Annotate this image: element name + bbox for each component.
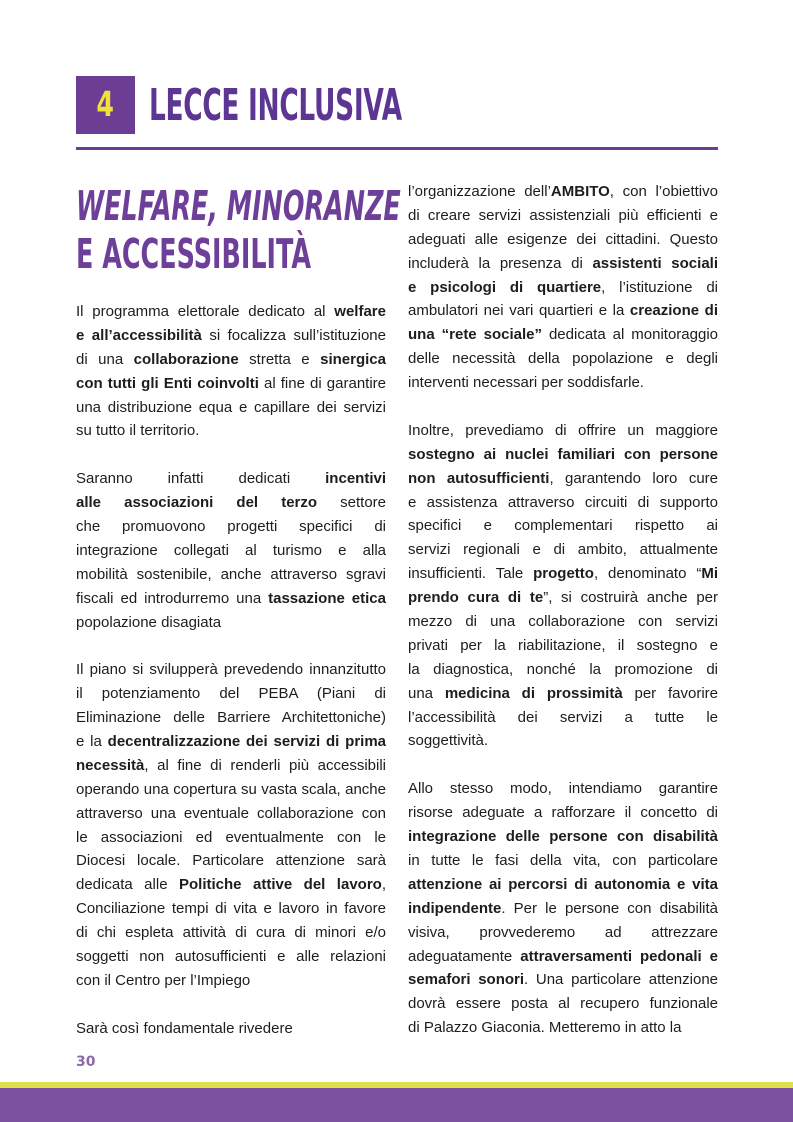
text-line xyxy=(76,324,386,348)
text-line xyxy=(76,849,386,873)
paragraph-gap xyxy=(76,443,386,467)
bold-text: Politiche attive del lavoro xyxy=(179,876,382,894)
text: ambulatori nei vari quartieri e la xyxy=(408,302,630,320)
text-line xyxy=(408,825,718,849)
text: includerà la presenza di xyxy=(408,254,593,272)
text-line xyxy=(408,299,718,323)
text: soggetti non autosufficienti e alle relazioni xyxy=(76,948,386,966)
text-line xyxy=(408,610,718,634)
text: , denominato “ xyxy=(593,565,702,583)
text: . Una particolare attenzione xyxy=(524,971,719,989)
text-line xyxy=(76,563,386,587)
text-line xyxy=(408,323,718,347)
text: che promuovono progetti specifici di xyxy=(76,518,386,536)
text: , l’istituzione di xyxy=(601,278,719,296)
text: attraverso una eventuale collaborazione con xyxy=(76,804,386,822)
text: si focalizza sull’istituzione xyxy=(201,326,386,344)
bold-text: incentivi xyxy=(325,470,386,488)
text-line xyxy=(408,801,718,825)
section-title-line-1: WELFARE, MINORANZE xyxy=(76,182,401,230)
bold-text: collaborazione xyxy=(133,350,239,368)
text-line xyxy=(408,945,718,969)
bold-text: tassazione etica xyxy=(268,589,386,607)
text: interventi necessari per soddisfarle. xyxy=(408,374,644,392)
paragraph-gap xyxy=(76,993,386,1017)
text: di chi espleta attività di cura di minori e/o xyxy=(76,924,386,942)
text: e assistenza attraverso circuiti di supporto xyxy=(408,493,718,511)
text-line xyxy=(76,396,386,420)
bold-text: medicina di prossimità xyxy=(444,684,623,702)
text-line xyxy=(408,921,718,945)
bold-text: semafori sonori xyxy=(408,971,525,989)
text-line xyxy=(408,729,718,753)
text-line xyxy=(76,897,386,921)
text-line xyxy=(408,443,718,467)
text-line xyxy=(408,658,718,682)
text: Sarà così fondamentale rivedere xyxy=(76,1019,293,1037)
text: e la xyxy=(76,733,108,751)
text: Conciliazione tempi di vita e lavoro in favore xyxy=(76,900,386,918)
text: visiva, provvederemo ad attrezzare xyxy=(408,923,718,941)
text-line xyxy=(76,1017,386,1041)
text: dedicata alle xyxy=(76,876,180,894)
bold-text: e all’accessibilità xyxy=(76,326,202,344)
bold-text: decentralizzazione dei servizi di prima xyxy=(107,733,386,751)
text: in tutte le fasi della vita, con particolare xyxy=(408,851,718,869)
bold-text: con tutti gli Enti coinvolti xyxy=(76,374,259,392)
text: al fine di garantire xyxy=(258,374,386,392)
text: popolazione disagiata xyxy=(76,613,222,631)
text-line xyxy=(76,754,386,778)
bold-text: attraversamenti pedonali e xyxy=(520,947,719,965)
bold-text: non autosufficienti xyxy=(408,469,550,487)
text: adeguati alle esigenze dei cittadini. Questo xyxy=(408,230,718,248)
text: su tutto il territorio. xyxy=(76,422,200,440)
text: privati per la riabilitazione, il sostegno e xyxy=(408,636,718,654)
text-line xyxy=(408,777,718,801)
text-line xyxy=(408,682,718,706)
text: ”, si costruirà anche per xyxy=(543,589,718,607)
text: Inoltre, prevediamo di offrire un maggiore xyxy=(408,421,718,439)
text: . Per le persone con disabilità xyxy=(501,899,718,917)
text-line xyxy=(76,539,386,563)
text: integrazione collegati al turismo e alla xyxy=(76,541,386,559)
text-line xyxy=(76,706,386,730)
text: insufficienti. Tale xyxy=(408,565,534,583)
text-line xyxy=(76,658,386,682)
bold-text: sostegno ai nuclei familiari con persone xyxy=(408,445,718,463)
bold-text: assistenti sociali xyxy=(592,254,718,272)
text-line xyxy=(76,348,386,372)
bold-text: AMBITO xyxy=(550,183,610,200)
chapter-number-badge xyxy=(76,76,135,134)
text-line xyxy=(76,873,386,897)
bold-text: Mi xyxy=(701,565,718,583)
chapter-title: LECCE INCLUSIVA xyxy=(149,80,402,131)
text: , con l’obiettivo xyxy=(609,183,718,200)
text: operando una copertura su vasta scala, anche xyxy=(76,780,386,798)
text-line xyxy=(76,372,386,396)
text: per favorire xyxy=(622,684,718,702)
text: stretta e xyxy=(238,350,321,368)
bold-text: prendo cura di te xyxy=(408,589,544,607)
text: l’accessibilità dei servizi a tutte le xyxy=(408,708,718,726)
chapter-number: 4 xyxy=(96,84,115,125)
text: Saranno infatti dedicati xyxy=(76,470,326,488)
text: specifici e complementari rispetto ai xyxy=(408,517,718,535)
text-line xyxy=(408,873,718,897)
text-line xyxy=(408,467,718,491)
text-line xyxy=(76,467,386,491)
text-line xyxy=(408,204,718,228)
header-divider xyxy=(76,147,718,150)
text: Diocesi locale. Particolare attenzione sarà xyxy=(76,852,386,870)
text: , xyxy=(381,876,386,894)
bold-text: sinergica xyxy=(320,350,386,368)
text-line xyxy=(408,419,718,443)
text-line xyxy=(408,491,718,515)
section-title-line-2: E ACCESSIBILITÀ xyxy=(76,230,312,278)
bold-text: attenzione ai percorsi di autonomia e vita xyxy=(408,875,718,893)
text-line xyxy=(76,921,386,945)
text-line xyxy=(76,778,386,802)
text: dedicata al monitoraggio xyxy=(542,326,719,344)
paragraph-gap xyxy=(408,753,718,777)
text: delle necessità della popolazione e degli xyxy=(408,350,718,368)
bold-text: welfare xyxy=(334,303,386,320)
text-line xyxy=(408,992,718,1016)
text: mobilità sostenibile, anche attraverso sgravi xyxy=(76,565,386,583)
text: risorse adeguate a rafforzare il concetto di xyxy=(408,804,718,822)
paragraph-gap xyxy=(408,395,718,419)
text: settore xyxy=(317,494,387,512)
text-line xyxy=(408,228,718,252)
text: le associazioni ed eventualmente con le xyxy=(76,828,386,846)
text: servizi regionali e di ambito, attualmente xyxy=(408,541,718,559)
text: Il piano si svilupperà prevedendo innanzitutto xyxy=(76,661,386,679)
bold-text: creazione di xyxy=(629,302,718,320)
text-line xyxy=(408,252,718,276)
text-line xyxy=(408,1016,718,1040)
text-line xyxy=(408,514,718,538)
bold-text: e psicologi di quartiere xyxy=(408,278,602,296)
text-line xyxy=(408,897,718,921)
text-line xyxy=(76,826,386,850)
text: Allo stesso modo, intendiamo garantire xyxy=(408,780,718,798)
text-line xyxy=(76,730,386,754)
text: una xyxy=(408,684,445,702)
text-line xyxy=(408,968,718,992)
text-line xyxy=(408,562,718,586)
text-line xyxy=(76,515,386,539)
text: il potenziamento del PEBA (Piani di xyxy=(76,685,386,703)
text-line xyxy=(408,706,718,730)
body-column-right xyxy=(408,180,718,1040)
bold-text: una “rete sociale” xyxy=(408,326,542,344)
text-line xyxy=(76,969,386,993)
text-line xyxy=(408,586,718,610)
bold-text: indipendente xyxy=(408,899,502,917)
text: , garantendo loro cure xyxy=(549,469,718,487)
footer-band xyxy=(0,1088,793,1122)
page-number: 30 xyxy=(76,1054,96,1070)
text-line xyxy=(76,300,386,324)
text: dovrà essere posta al recupero funzionale xyxy=(408,995,718,1013)
bold-text: progetto xyxy=(533,565,594,583)
text: Il programma elettorale dedicato al xyxy=(76,303,335,320)
text-line xyxy=(76,802,386,826)
text: di creare servizi assistenziali più efficienti e xyxy=(408,206,718,224)
text-line xyxy=(408,538,718,562)
text-line xyxy=(408,276,718,300)
text: , al fine di renderli più accessibili xyxy=(144,756,386,774)
text-line xyxy=(76,611,386,635)
bold-text: necessità xyxy=(76,756,145,774)
text-line xyxy=(408,371,718,395)
text: una distribuzione equa e capillare dei servizi xyxy=(76,398,386,416)
text-line xyxy=(408,634,718,658)
text: soggettività. xyxy=(408,732,489,750)
text-line xyxy=(408,347,718,371)
bold-text: alle associazioni del terzo xyxy=(76,494,318,512)
text: Eliminazione delle Barriere Architettoniche) xyxy=(76,709,386,727)
text: la diagnostica, nonché la promozione di xyxy=(408,660,718,678)
text-line xyxy=(76,419,386,443)
body-column-left xyxy=(76,300,386,1041)
text-line xyxy=(76,491,386,515)
text: adeguatamente xyxy=(408,947,521,965)
text: mezzo di una collaborazione con servizi xyxy=(408,613,718,631)
text-line xyxy=(76,587,386,611)
text: di una xyxy=(76,350,134,368)
text: fiscali ed introdurremo una xyxy=(76,589,269,607)
bold-text: integrazione delle persone con disabilità xyxy=(408,828,718,846)
text: con il Centro per l’Impiego xyxy=(76,971,251,989)
text: di Palazzo Giaconia. Metteremo in atto la xyxy=(408,1019,682,1037)
text: l’organizzazione dell’ xyxy=(408,183,551,200)
text-line xyxy=(408,849,718,873)
text-line xyxy=(408,180,718,204)
text-line xyxy=(76,682,386,706)
paragraph-gap xyxy=(76,634,386,658)
text-line xyxy=(76,945,386,969)
